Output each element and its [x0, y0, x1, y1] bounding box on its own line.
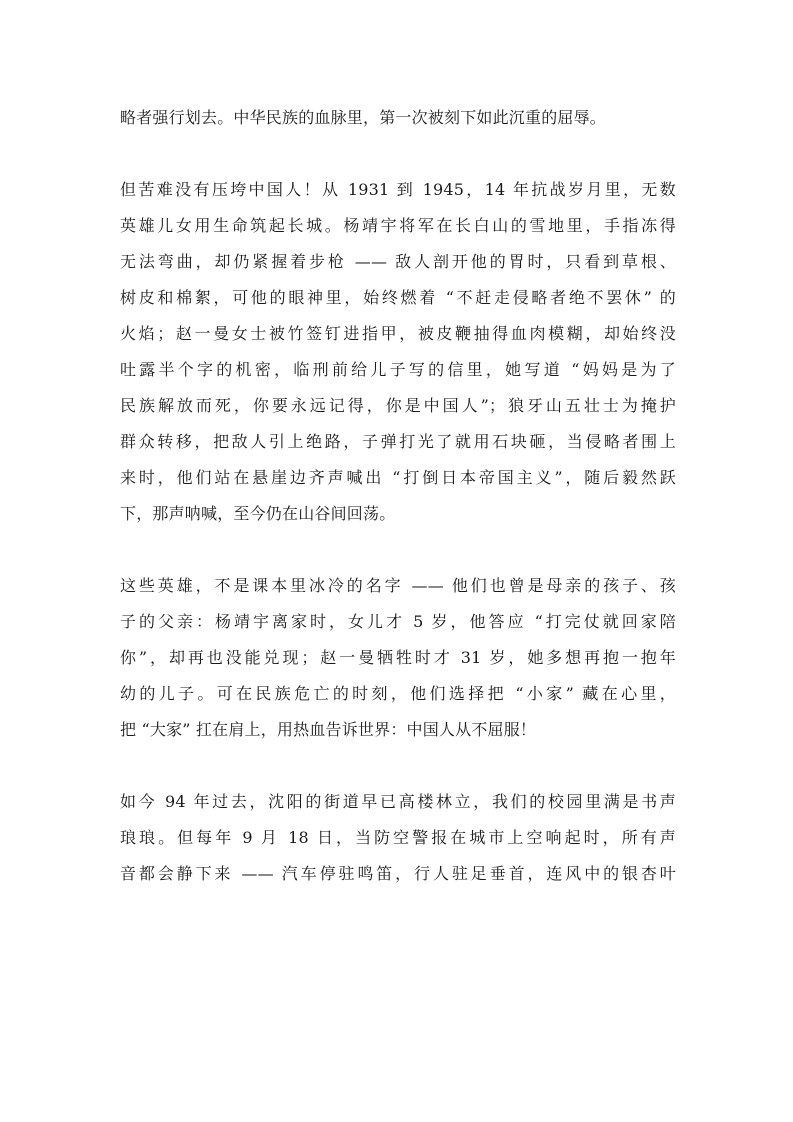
text-line: 民族解放而死，你要永远记得，你是中国人”；狼牙山五壮士为掩护 — [120, 396, 676, 415]
text-line: 群众转移，把敌人引上绝路，子弹打光了就用石块砸，当侵略者围上 — [120, 432, 676, 451]
text-line: 音都会静下来 —— 汽车停驻鸣笛，行人驻足垂首，连风中的银杏叶 — [120, 864, 676, 883]
text-line: 子的父亲：杨靖宇离家时，女儿才 5 岁，他答应 “打完仗就回家陪 — [120, 612, 676, 631]
text-line: 幼的儿子。可在民族危亡的时刻，他们选择把 “小家” 藏在心里， — [120, 684, 676, 703]
paragraph-2 — [120, 172, 676, 532]
text-line: 来时，他们站在悬崖边齐声喊出 “打倒日本帝国主义”，随后毅然跃 — [120, 468, 676, 487]
text-line: 树皮和棉絮，可他的眼神里，始终燃着 “不赶走侵略者绝不罢休” 的 — [120, 288, 676, 307]
text-line: 你”，却再也没能兑现；赵一曼牺牲时才 31 岁，她多想再抱一抱年 — [120, 648, 676, 667]
text-line: 但苦难没有压垮中国人！从 1931 到 1945，14 年抗战岁月里，无数 — [120, 180, 676, 199]
paragraph-1 — [120, 100, 676, 136]
paragraph-3 — [120, 568, 676, 748]
paragraph-4 — [120, 784, 676, 892]
text-line: 把 “大家” 扛在肩上，用热血告诉世界：中国人从不屈服！ — [120, 720, 537, 739]
text-line: 琅琅。但每年 9 月 18 日，当防空警报在城市上空响起时，所有声 — [120, 828, 676, 847]
text-column — [120, 100, 676, 928]
text-line: 无法弯曲，却仍紧握着步枪 —— 敌人剖开他的胃时，只看到草根、 — [120, 252, 676, 271]
text-line: 如今 94 年过去，沈阳的街道早已高楼林立，我们的校园里满是书声 — [120, 792, 676, 811]
text-line: 这些英雄，不是课本里冰冷的名字 —— 他们也曾是母亲的孩子、孩 — [120, 576, 676, 595]
text-line: 火焰；赵一曼女士被竹签钉进指甲，被皮鞭抽得血肉模糊，却始终没 — [120, 324, 676, 343]
text-line: 下，那声呐喊，至今仍在山谷间回荡。 — [120, 504, 396, 523]
text-line: 英雄儿女用生命筑起长城。杨靖宇将军在长白山的雪地里，手指冻得 — [120, 216, 676, 235]
text-line: 略者强行划去。中华民族的血脉里，第一次被刻下如此沉重的屈辱。 — [120, 108, 607, 127]
text-line: 吐露半个字的机密，临刑前给儿子写的信里，她写道 “妈妈是为了 — [120, 360, 676, 379]
